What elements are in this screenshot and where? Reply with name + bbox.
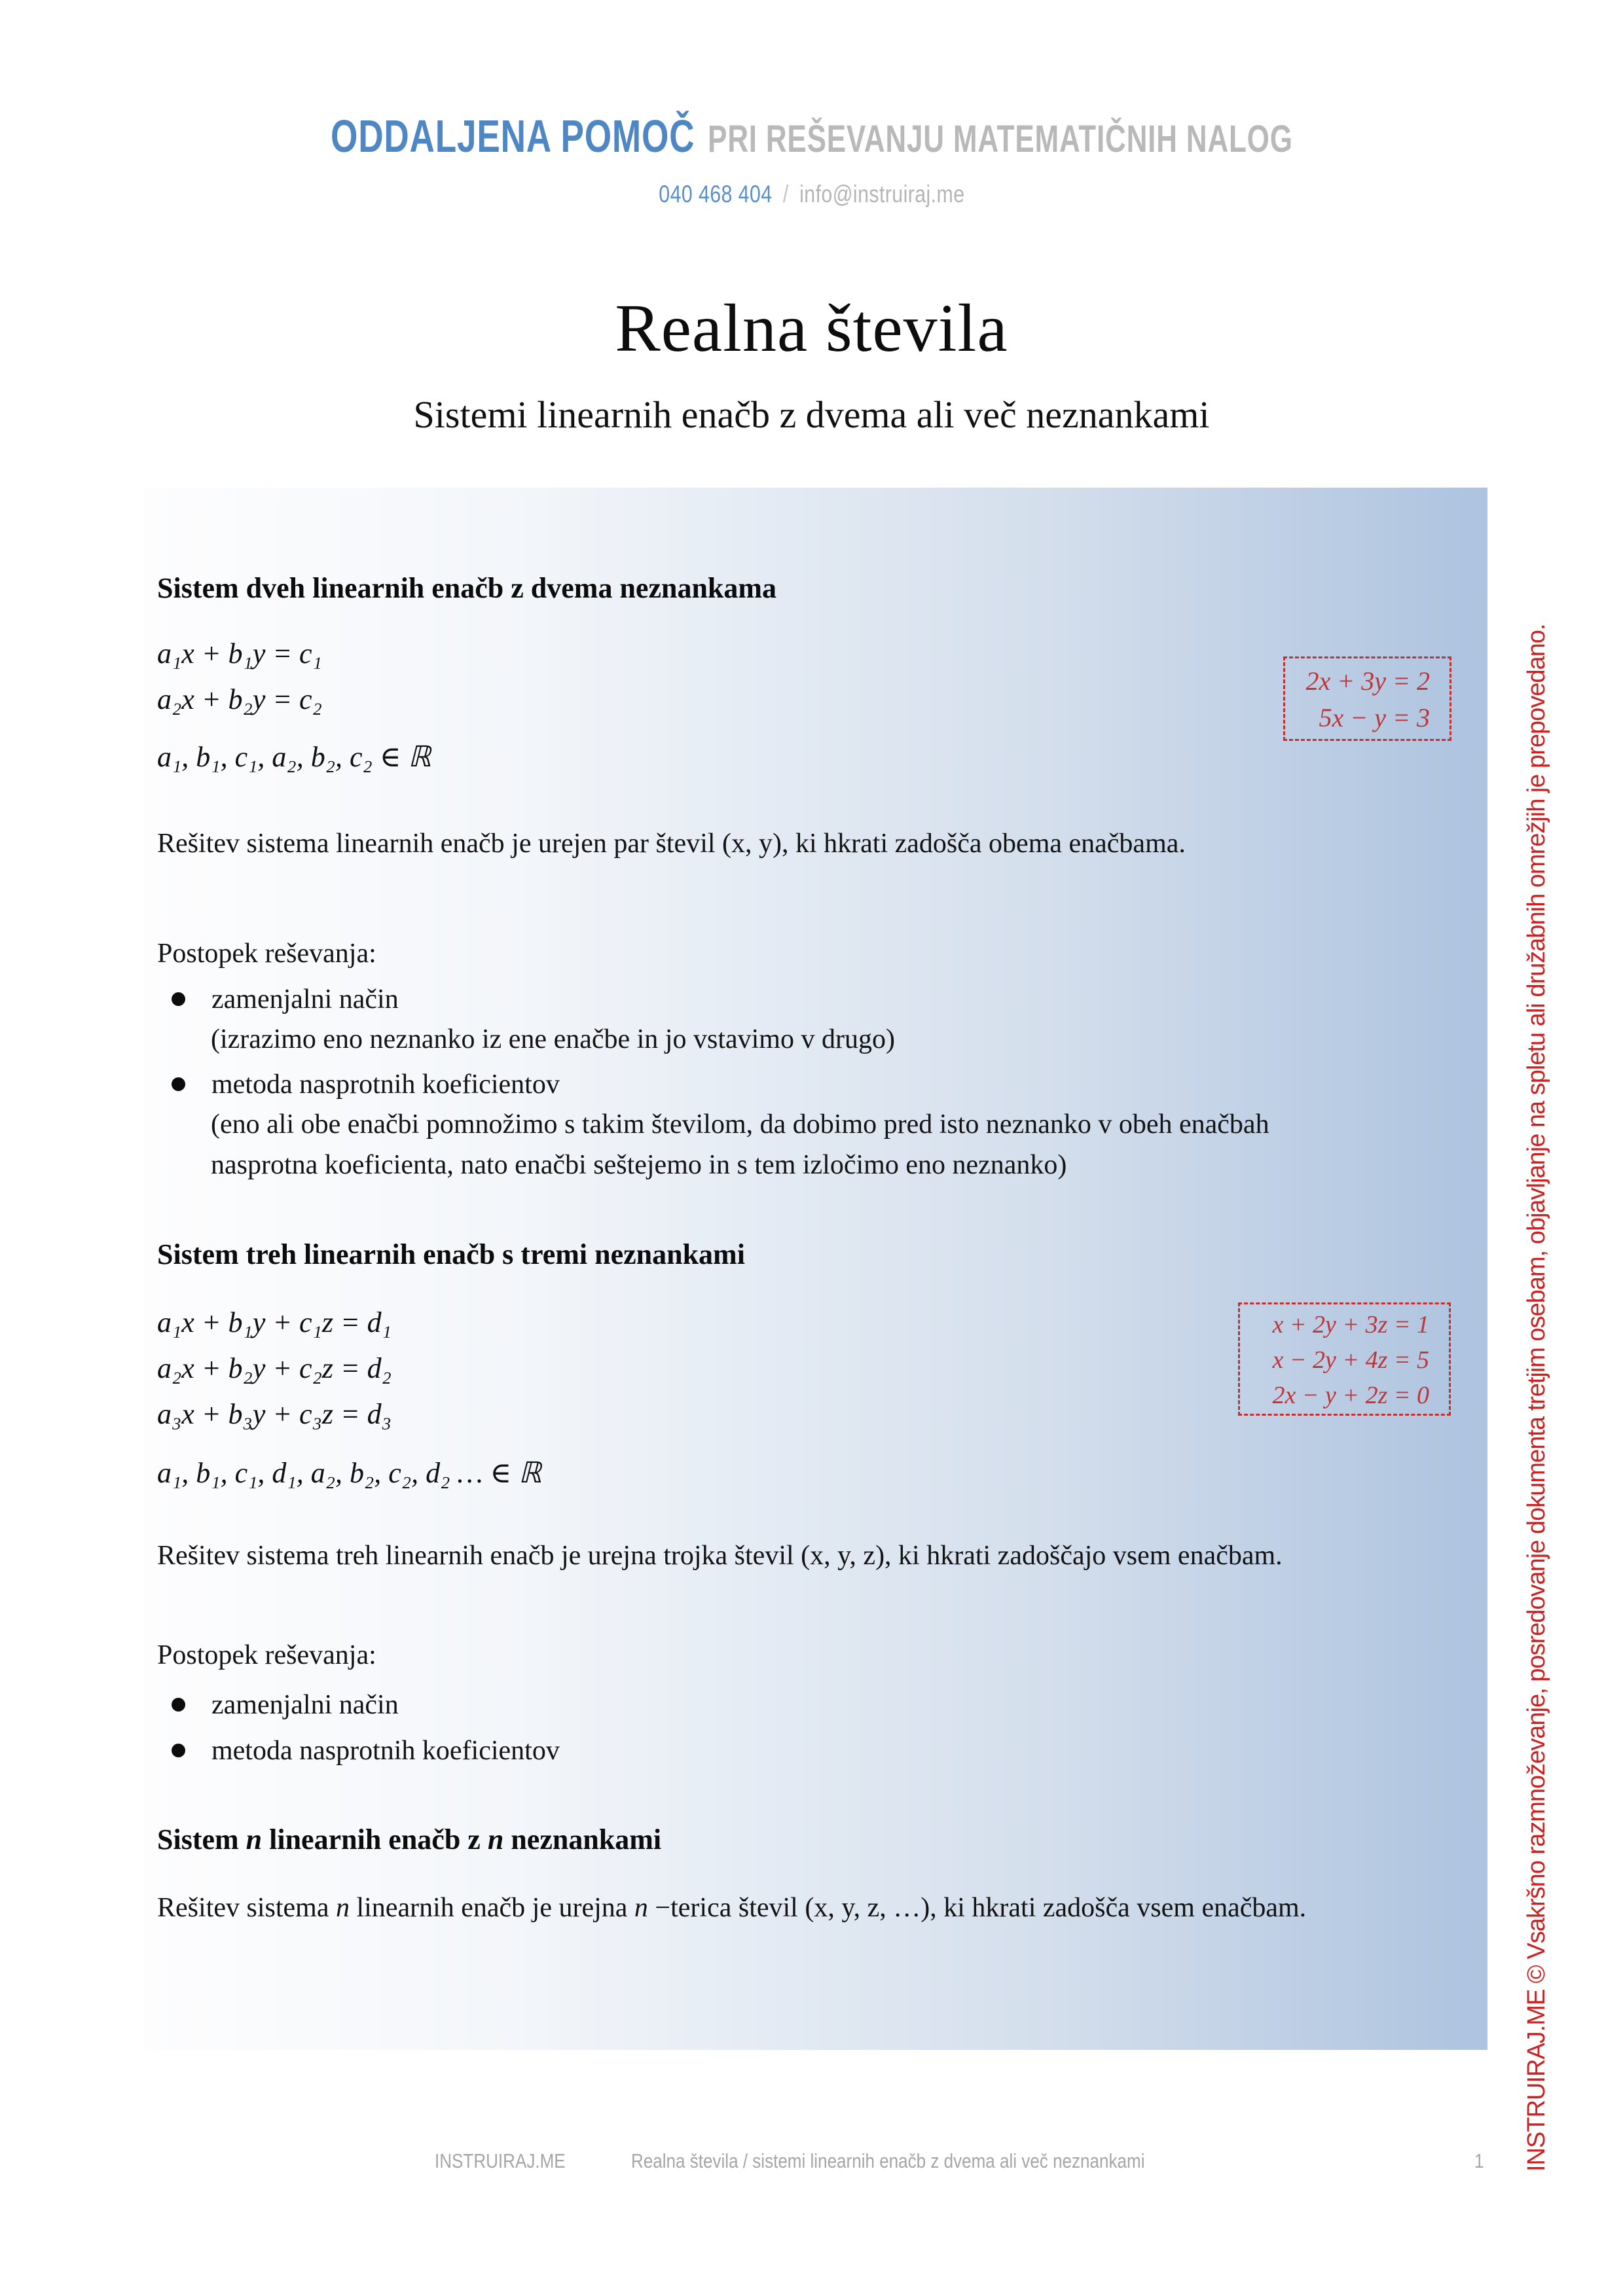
email-address: info@instruiraj.me <box>799 181 965 207</box>
list-item-label: metoda nasprotnih koeficientov <box>211 1736 560 1766</box>
procedure-label: Postopek reševanja: <box>157 1640 376 1670</box>
paragraph-math-n: n <box>335 1893 350 1923</box>
procedure-label: Postopek reševanja: <box>157 939 376 969</box>
list-item-note: (izrazimo eno neznanko iz ene enačbe in jo vstavimo v drugo) <box>211 1024 895 1054</box>
heading-math-n: n <box>487 1823 504 1856</box>
list-item-label: zamenjalni način <box>211 984 399 1014</box>
list-item-label: metoda nasprotnih koeficientov <box>211 1069 560 1100</box>
equation: a₂x + b₂y + c₂z = d₂ <box>157 1352 392 1384</box>
brand-tagline: PRI REŠEVANJU MATEMATIČNIH NALOG <box>707 118 1293 160</box>
section-heading-n-unknowns <box>157 1823 661 1856</box>
paragraph-text: Rešitev sistema <box>157 1893 336 1923</box>
footer-brand: INSTRUIRAJ.ME <box>435 2149 566 2172</box>
paragraph-text: −terica števil (x, y, z, …), ki hkrati zadošča vsem enačbam. <box>647 1893 1307 1923</box>
coefficient-domain: a₁, b₁, c₁, a₂, b₂, c₂ ∈ ℝ <box>157 741 431 773</box>
section-heading-three-unknowns: Sistem treh linearnih enačb s tremi neznankami <box>157 1238 745 1270</box>
footer-doc-title: Realna števila / sistemi linearnih enačb z dvema ali več neznankami <box>631 2149 1145 2172</box>
header <box>0 110 1623 162</box>
list-item <box>172 1730 560 1772</box>
phone-number: 040 468 404 <box>658 181 773 207</box>
bullet-icon <box>172 1077 185 1091</box>
brand-name: ODDALJENA POMOČ <box>330 111 695 162</box>
solution-definition: Rešitev sistema linearnih enačb je urejen par števil (x, y), ki hkrati zadošča obema enačbama. <box>157 829 1186 859</box>
equation: a₁x + b₁y = c₁ <box>157 637 322 670</box>
list-item <box>172 978 399 1020</box>
header-contact <box>0 181 1623 208</box>
list-item-note: (eno ali obe enačbi pomnožimo s takim številom, da dobimo pred isto neznanko v obeh enačbah nasprotna koeficienta, nato enačbi seštejemo in s tem izločimo eno neznanko) <box>211 1109 1269 1180</box>
list-item <box>172 1064 560 1105</box>
equation: a₃x + b₃y + c₃z = d₃ <box>157 1398 392 1430</box>
page-title: Realna števila <box>615 291 1008 366</box>
example-system-box-2x2 <box>1283 656 1451 741</box>
example-equation: 2x + 3y = 2 <box>1305 666 1430 696</box>
heading-math-n: n <box>246 1823 263 1856</box>
footer-page-number: 1 <box>1474 2149 1484 2172</box>
equation: a₂x + b₂y = c₂ <box>157 683 322 715</box>
contact-separator: / <box>782 181 789 207</box>
bullet-icon <box>172 1698 185 1712</box>
content-panel <box>144 488 1487 2050</box>
heading-text: linearnih enačb z <box>262 1823 488 1856</box>
solution-definition: Rešitev sistema treh linearnih enačb je urejna trojka števil (x, y, z), ki hkrati zadoščajo vsem enačbam. <box>157 1541 1283 1571</box>
copyright-side-note: INSTRUIRAJ.ME © Vsakršno razmnoževanje, posredovanje dokumenta tretjim osebam, objavljanje na spletu ali družabnih omrežjih je prepovedano. <box>1523 624 1550 2172</box>
page-footer <box>0 2149 1623 2178</box>
paragraph-math-n: n <box>634 1893 648 1923</box>
bullet-icon <box>172 992 185 1006</box>
example-equation: x − 2y + 4z = 5 <box>1272 1346 1429 1374</box>
heading-text: neznankami <box>503 1823 662 1856</box>
equation: a₁x + b₁y + c₁z = d₁ <box>157 1306 392 1338</box>
example-equation: 2x − y + 2z = 0 <box>1272 1382 1429 1409</box>
page-subtitle: Sistemi linearnih enačb z dvema ali več neznankami <box>413 393 1210 436</box>
solution-definition <box>157 1887 1342 1929</box>
heading-text: Sistem <box>157 1823 246 1856</box>
list-item <box>172 1684 399 1726</box>
section-heading-two-unknowns: Sistem dveh linearnih enačb z dvema neznankama <box>157 572 777 604</box>
paragraph-text: linearnih enačb je urejna <box>349 1893 634 1923</box>
bullet-icon <box>172 1744 185 1757</box>
example-equation: 5x − y = 3 <box>1319 703 1430 732</box>
example-system-box-3x3 <box>1238 1302 1451 1416</box>
example-equation: x + 2y + 3z = 1 <box>1272 1311 1429 1338</box>
list-item-label: zamenjalni način <box>211 1690 399 1720</box>
coefficient-domain: a₁, b₁, c₁, d₁, a₂, b₂, c₂, d₂ … ∈ ℝ <box>157 1457 541 1489</box>
